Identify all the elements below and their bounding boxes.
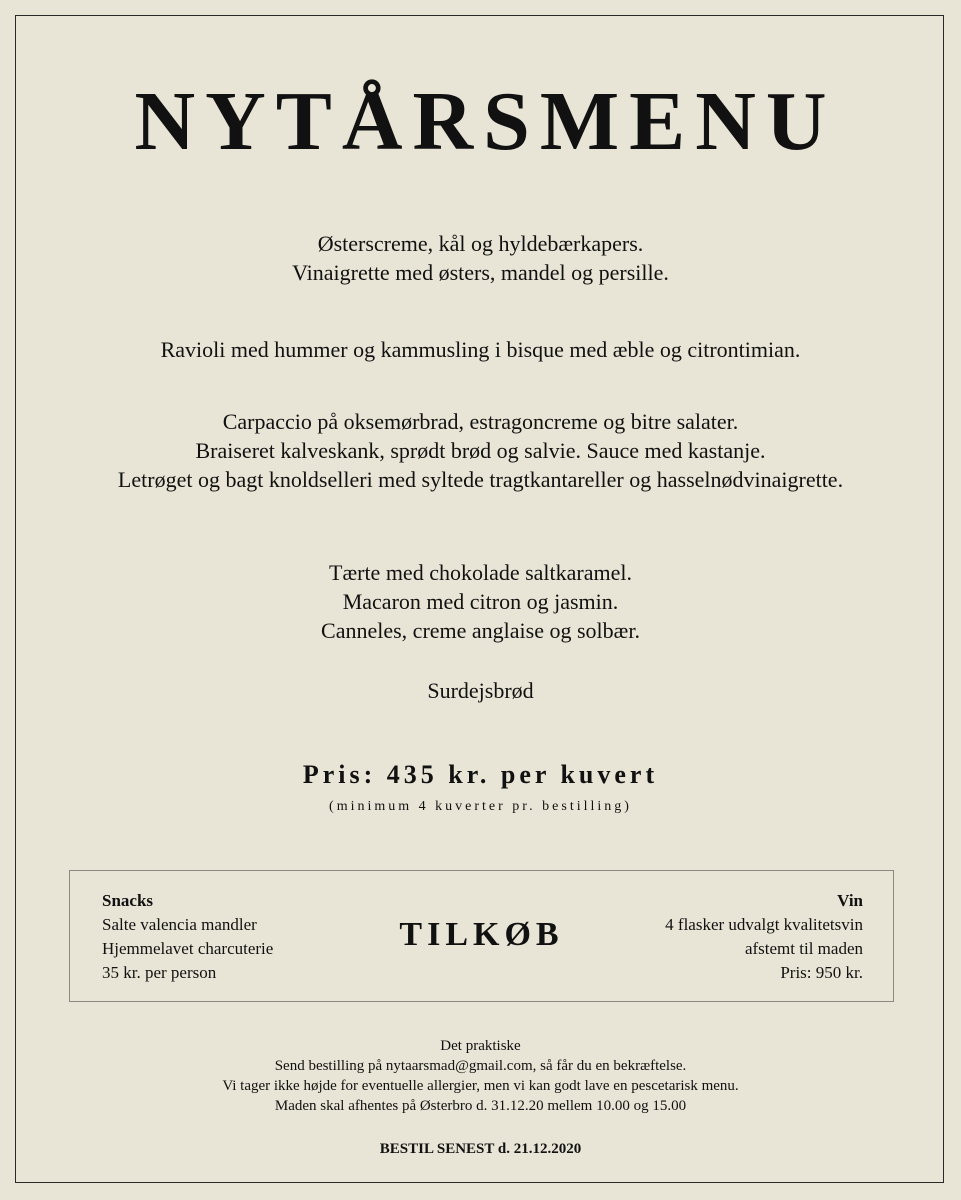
snacks-heading: Snacks — [102, 891, 154, 910]
wine-line: afstemt til maden — [744, 939, 863, 958]
deadline-date: d. 21.12.2020 — [497, 1141, 582, 1157]
snacks-line: Hjemmelavet charcuterie — [102, 939, 274, 958]
addons-title: TILKØB — [399, 916, 564, 953]
practical-line: Send bestilling på nytaarsmad@gmail.com, så får du en bekræftelse. — [274, 1058, 687, 1074]
wine-heading: Vin — [837, 891, 863, 910]
main-line: Letrøget og bagt knoldselleri med syltede tragtkantareller og hasselnødvinaigrette. — [117, 467, 844, 492]
starter-line: Østerscreme, kål og hyldebærkapers. — [317, 231, 644, 256]
main-line: Braiseret kalveskank, sprødt brød og salvie. Sauce med kastanje. — [195, 438, 766, 463]
dessert-line: Canneles, creme anglaise og solbær. — [321, 618, 640, 643]
wine-price: Pris: 950 kr. — [780, 963, 863, 982]
addons-box — [69, 870, 894, 1002]
starter-course — [0, 229, 961, 287]
practical-line: Vi tager ikke højde for eventuelle allergier, men vi kan godt lave en pescetarisk menu. — [222, 1078, 739, 1094]
main-course — [0, 407, 961, 494]
snacks-price: 35 kr. per person — [102, 963, 217, 982]
practical-info — [0, 1036, 961, 1116]
fish-course — [0, 335, 961, 364]
dessert-line: Tærte med chokolade saltkaramel. — [329, 560, 632, 585]
order-deadline — [0, 1141, 961, 1158]
dessert-course — [0, 558, 961, 645]
minimum-note: (minimum 4 kuverter pr. bestilling) — [329, 799, 632, 814]
fish-line: Ravioli med hummer og kammusling i bisque med æble og citrontimian. — [160, 337, 801, 362]
practical-heading: Det praktiske — [440, 1038, 521, 1054]
price-label: Pris: 435 kr. per kuvert — [302, 760, 659, 789]
main-line: Carpaccio på oksemørbrad, estragoncreme og bitre salater. — [222, 409, 739, 434]
starter-line: Vinaigrette med østers, mandel og persille. — [292, 260, 669, 285]
wine-line: 4 flasker udvalgt kvalitetsvin — [665, 915, 863, 934]
wine-section — [665, 889, 863, 985]
practical-line: Maden skal afhentes på Østerbro d. 31.12.20 mellem 10.00 og 15.00 — [274, 1098, 687, 1114]
bread-course — [0, 676, 961, 705]
bread-line: Surdejsbrød — [427, 678, 534, 703]
deadline-label: BESTIL SENEST — [379, 1141, 495, 1157]
menu-title: NYTÅRSMENU — [134, 75, 837, 168]
dessert-line: Macaron med citron og jasmin. — [342, 589, 619, 614]
snacks-line: Salte valencia mandler — [102, 915, 257, 934]
